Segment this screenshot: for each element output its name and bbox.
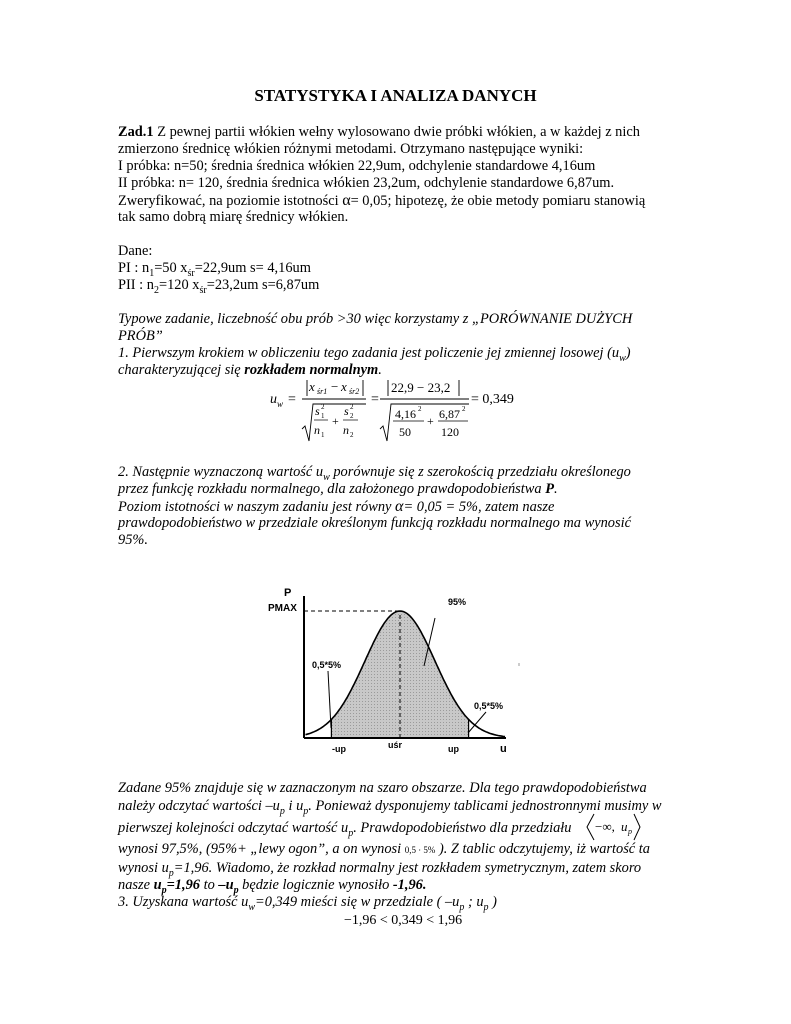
formula-n2: n	[343, 423, 349, 437]
given-p1-sub1: 1	[149, 267, 155, 279]
pointer-left-tail	[328, 671, 331, 728]
after3b: . Prawdopodobieństwo dla przedziału	[353, 820, 572, 836]
formula-result: = 0,349	[471, 392, 514, 407]
task-line-5a: Zweryfikować, na poziomie istotności	[118, 193, 343, 209]
task-line-5b: = 0,05; hipotezę, że obie metody pomiaru stanowią	[350, 193, 646, 209]
interval-u: u	[621, 819, 628, 834]
step1b: charakteryzującej się	[118, 362, 245, 378]
given-p2-sub1: 2	[153, 284, 159, 296]
step-2-line-2	[118, 481, 558, 499]
formula-minus: −	[331, 379, 339, 394]
task-line-6: tak samo dobrą miarę średnicy włókien.	[118, 209, 349, 225]
step2a1: 2. Następnie wyznaczoną wartość u	[118, 464, 324, 480]
formula-s1-sub: 1	[321, 412, 325, 420]
interval-notation	[583, 812, 643, 842]
formula-n1-sub: 1	[321, 431, 325, 439]
given-p2-rest: =23,2um s=6,87um	[206, 277, 320, 293]
formula-d2: 120	[441, 425, 459, 439]
formula-v2-sq: 2	[462, 405, 466, 413]
formula-plus-2: +	[427, 414, 434, 428]
solution-intro-2: PRÓB”	[118, 328, 163, 344]
tick-label-usr: uśr	[388, 740, 403, 750]
tick-label-minus-up: -up	[332, 744, 346, 754]
given-p2-mid: =120 x	[158, 277, 200, 293]
normal-distribution-chart	[260, 578, 530, 756]
step2a-sub: w	[323, 471, 330, 483]
formula-x2-sub: śr2	[349, 387, 360, 396]
given-p1-sub2: śr	[187, 267, 195, 279]
after5-sub: p	[168, 867, 174, 879]
after6-bsub1: p	[161, 884, 167, 896]
task-line-2: zmierzono średnicę włókien różnymi metodami. Otrzymano następujące wyniki:	[118, 141, 584, 157]
tick-label-up: up	[448, 744, 459, 754]
formula-n2-sub: 2	[350, 431, 354, 439]
step3-sub3: p	[483, 901, 489, 913]
step2b1: przez funkcję rozkładu normalnego, dla założonego prawdopodobieństwa	[118, 481, 546, 497]
formula-lhs-sub: w	[277, 399, 284, 409]
step1a-sub: w	[619, 352, 626, 364]
interval-left: −∞,	[595, 819, 615, 834]
given-sample-2	[118, 277, 319, 299]
angle-right	[634, 814, 640, 840]
given-p1-rest: =22,9um s= 4,16um	[194, 260, 311, 276]
after5b: =1,96. Wiadomo, że rozkład normalny jest rozkładem symetrycznym, zatem skoro	[173, 860, 642, 876]
after2a: należy odczytać wartości –u	[118, 798, 280, 814]
pmax-label: PMAX	[268, 603, 297, 614]
alpha-symbol: α	[342, 192, 351, 209]
after3a: pierwszej kolejności odczytać wartość u	[118, 820, 349, 836]
uw-formula	[262, 374, 522, 446]
after-line-2	[118, 798, 661, 820]
after6-bold3: –u	[218, 877, 234, 893]
angle-left	[587, 814, 594, 840]
after3-sub: p	[348, 827, 354, 839]
after4b: ). Z tablic odczytujemy, iż wartość ta	[435, 841, 650, 857]
formula-v1: 4,16	[395, 407, 416, 421]
after4-small: 0,5 ⋅ 5%	[404, 845, 436, 855]
x-axis-label: u	[500, 743, 507, 755]
formula-s2-sub: 2	[350, 412, 354, 420]
page-title: STATYSTYKA I ANALIZA DANYCH	[254, 86, 537, 105]
step1a: 1. Pierwszym krokiem w obliczeniu tego zadania jest policzenie jej zmiennej losowej (u	[118, 345, 620, 361]
formula-x1-sub: śr1	[317, 387, 328, 396]
formula-eq-2: =	[371, 392, 379, 407]
step3-sub1: w	[248, 901, 255, 913]
after6-bold1: u	[153, 877, 162, 893]
formula-num-values: 22,9 − 23,2	[391, 380, 451, 395]
given-heading: Dane:	[118, 243, 153, 259]
task-line-1	[118, 124, 640, 142]
step-2-line-5: 95%.	[118, 532, 148, 548]
step1b-end: .	[378, 362, 382, 378]
step3c: ; u	[464, 894, 484, 910]
formula-n1: n	[314, 423, 320, 437]
after4a: wynosi 97,5%, (95%+ „lewy ogon”, a on wynosi	[118, 841, 405, 857]
step-2-line-4: prawdopodobieństwo w przedziale określonym funkcją rozkładu normalnego ma wynosić	[118, 515, 631, 531]
after-line-4	[118, 841, 650, 860]
step2a2: porównuje się z szerokością przedziału określonego	[329, 464, 631, 480]
formula-x1: x	[309, 379, 315, 394]
formula-v2: 6,87	[439, 407, 460, 421]
formula-s2-sq: 2	[350, 403, 354, 411]
step3d: )	[488, 894, 497, 910]
y-axis-label: P	[284, 587, 292, 599]
formula-x2: x	[341, 379, 347, 394]
after-line-3	[118, 820, 572, 842]
step-2-line-3	[118, 498, 554, 517]
solution-intro-1: Typowe zadanie, liczebność obu prób >30 więc korzystamy z „PORÓWNANIE DUŻYCH	[118, 311, 633, 327]
step3a: 3. Uzyskana wartość u	[118, 894, 249, 910]
interval-sub: p	[628, 827, 632, 836]
step2c2: = 0,05 = 5%, zatem nasze	[403, 499, 555, 515]
region-label-95: 95%	[448, 597, 467, 607]
formula-lhs: u	[270, 392, 277, 407]
given-p1-mid: =50 x	[154, 260, 188, 276]
step2b-end: .	[553, 481, 558, 497]
task-line-5	[118, 192, 645, 211]
formula-plus-1: +	[332, 414, 339, 428]
task-line-3: I próbka: n=50; średnia średnica włókien 22,9um, odchylenie standardowe 4,16um	[118, 158, 596, 174]
step2b-bold: P	[545, 481, 554, 497]
formula-d1: 50	[399, 425, 411, 439]
after6-bsub2: p	[233, 884, 239, 896]
formula-s1-sq: 2	[321, 403, 325, 411]
final-inequality: −1,96 < 0,349 < 1,96	[344, 913, 463, 928]
after6-bold4: -1,96.	[392, 877, 427, 893]
tail-label-right: 0,5*5%	[474, 701, 504, 711]
task-line-4: II próbka: n= 120, średnia średnica włókien 23,2um, odchylenie standardowe 6,87um.	[118, 175, 615, 191]
after6c: będzie logicznie wynosiło	[238, 877, 393, 893]
task-label: Zad.1	[118, 124, 154, 140]
given-p1-prefix: PI : n	[118, 260, 150, 276]
formula-s1: s	[315, 404, 320, 418]
step3b: =0,349 mieści się w przedziale ( –u	[254, 894, 460, 910]
step1b-bold: rozkładem normalnym	[244, 362, 379, 378]
formula-v1-sq: 2	[418, 405, 422, 413]
given-p2-sub2: śr	[199, 284, 207, 296]
after2c: . Ponieważ dysponujemy tablicami jednostronnymi musimy w	[308, 798, 662, 814]
after6-bold2: =1,96	[166, 877, 200, 893]
after6a: nasze	[118, 877, 154, 893]
step3-sub2: p	[459, 901, 465, 913]
after2-sub2: p	[303, 805, 309, 817]
task-line-1-text: Z pewnej partii włókien wełny wylosowano dwie próbki włókien, a w każdej z nich	[153, 124, 640, 140]
formula-eq-1: =	[288, 392, 296, 407]
alpha-symbol-2: α	[395, 498, 404, 515]
after6b: to	[199, 877, 219, 893]
after-line-1: Zadane 95% znajduje się w zaznaczonym na szaro obszarze. Dla tego prawdopodobieństwa	[118, 780, 647, 796]
step2c1: Poziom istotności w naszym zadaniu jest równy	[118, 499, 396, 515]
after2-sub1: p	[279, 805, 285, 817]
tail-label-left: 0,5*5%	[312, 660, 342, 670]
formula-s2: s	[344, 404, 349, 418]
step1a-end: )	[625, 345, 631, 361]
after5a: wynosi u	[118, 860, 169, 876]
given-p2-prefix: PII : n	[118, 277, 154, 293]
after2b: i u	[284, 798, 304, 814]
